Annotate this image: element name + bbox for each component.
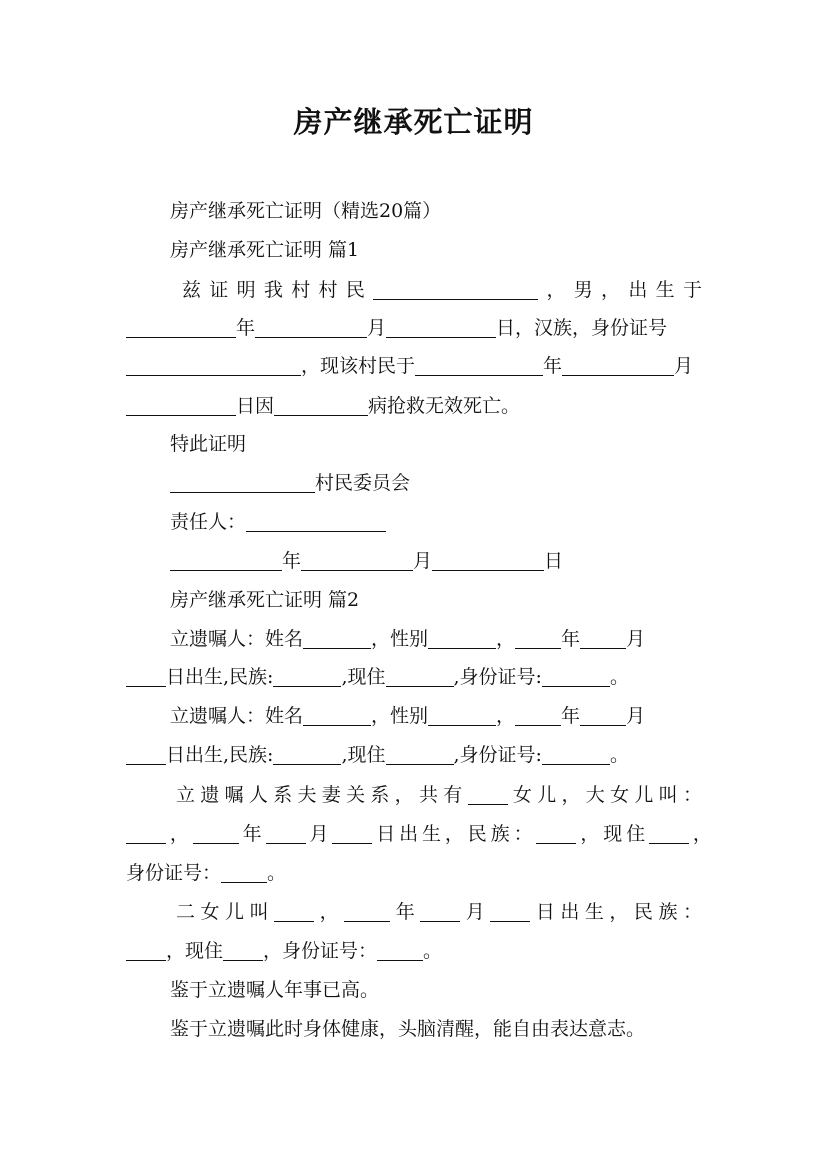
blank-field [373,279,538,300]
paragraph-1-line-1 [182,276,702,304]
text: 年 [236,317,256,339]
blank-field [266,823,306,844]
blank-field [246,511,386,532]
paragraph-1-line-2 [126,314,716,342]
will-line-3 [170,702,716,730]
text: 年 [238,823,266,845]
text: 。 [609,744,629,766]
text: 日出生，民族： [530,901,702,923]
blank-field [515,705,561,726]
text: ,现住 [341,666,386,688]
special-proof: 特此证明 [170,433,247,455]
text: 日因 [236,395,275,417]
blank-field [193,823,239,844]
text: 责任人： [170,511,247,533]
text: 。 [267,862,287,884]
text: 月 [626,628,646,650]
blank-field [221,862,267,883]
blank-field [273,744,341,765]
section-heading-1: 房产继承死亡证明 篇1 [170,239,360,261]
text: ，现该村民于 [301,355,416,377]
blank-field [580,628,626,649]
text: ， [496,705,516,727]
text: 日 [544,550,564,572]
blank-field [126,395,236,416]
blank-field [420,901,460,922]
text: ， [689,823,712,845]
blank-field [386,317,496,338]
blank-field [255,317,367,338]
blank-field [377,940,423,961]
blank-field [428,628,496,649]
text: 立遗嘱人系夫妻关系，共有 [176,784,468,806]
blank-field [303,705,371,726]
blank-field [223,940,263,961]
blank-field [515,628,561,649]
text: 日出生，民族： [372,823,537,845]
second-daughter-line-1 [176,898,702,926]
blank-field [490,901,530,922]
blank-field [649,823,689,844]
subtitle: 房产继承死亡证明（精选20篇） [170,200,442,222]
relation-line-1 [176,781,702,809]
date-line [170,547,716,575]
paragraph-health: 鉴于立遗嘱此时身体健康，头脑清醒，能自由表达意志。 [170,1018,646,1040]
text: 二女儿叫 [176,901,275,923]
blank-field [468,784,508,805]
blank-field [274,901,314,922]
blank-field [542,744,610,765]
will-line-1 [170,625,716,653]
text: 日出生,民族: [166,744,274,766]
blank-field [273,666,341,687]
text: 月 [367,317,387,339]
blank-field [542,666,610,687]
paragraph-age: 鉴于立遗嘱人年事已高。 [170,979,380,1001]
relation-line-2 [126,820,712,848]
blank-field [386,744,454,765]
text: ， [496,628,516,650]
text: 年 [561,628,581,650]
text: 身份证号： [126,862,222,884]
text: 日出生,民族: [166,666,274,688]
text: ，性别 [371,705,429,727]
text: 立遗嘱人：姓名 [170,705,304,727]
text: ，男，出生于 [538,279,702,301]
document-title: 房产继承死亡证明 [293,105,534,139]
blank-field [415,355,543,376]
text: ，性别 [371,628,429,650]
text: ,身份证号: [453,744,542,766]
blank-field [428,705,496,726]
text: 。 [423,940,443,962]
text: 月 [460,901,491,923]
blank-field [301,550,413,571]
text: ,身份证号: [453,666,542,688]
second-daughter-line-2 [126,937,716,965]
text: ， [314,901,345,923]
responsible-person-line [170,508,716,536]
section-heading-2: 房产继承死亡证明 篇2 [170,589,360,611]
blank-field [332,823,372,844]
text: 月 [674,355,694,377]
text: 。 [609,666,629,688]
blank-field [562,355,674,376]
blank-field [536,823,576,844]
text: 兹证明我村村民 [182,279,374,301]
will-line-2 [126,663,716,691]
blank-field [126,940,166,961]
blank-field [386,666,454,687]
text: 立遗嘱人：姓名 [170,628,304,650]
text: ，现住 [166,940,224,962]
relation-line-3 [126,859,716,887]
text: 月 [626,705,646,727]
blank-field [170,472,315,493]
text: 病抢救无效死亡。 [368,395,521,417]
blank-field [274,395,368,416]
blank-field [126,823,166,844]
blank-field [126,317,236,338]
text: 年 [282,550,302,572]
text: 日，汉族，身份证号 [496,317,668,339]
paragraph-1-line-4 [126,392,716,420]
blank-field [126,744,166,765]
text: 年 [561,705,581,727]
will-line-4 [126,741,716,769]
blank-field [126,666,166,687]
text: 村民委员会 [315,472,411,494]
committee-line [170,469,716,497]
blank-field [344,901,390,922]
blank-field [580,705,626,726]
text: 月 [413,550,433,572]
text: ,现住 [341,744,386,766]
text: ，身份证号： [263,940,378,962]
text: 女儿，大女儿叫： [507,784,702,806]
blank-field [126,355,301,376]
text: 年 [543,355,563,377]
text: ，现住 [576,823,650,845]
blank-field [303,628,371,649]
paragraph-1-line-3 [126,352,716,380]
text: 月 [305,823,333,845]
blank-field [432,550,544,571]
text: ， [166,823,193,845]
text: 年 [390,901,421,923]
blank-field [170,550,282,571]
